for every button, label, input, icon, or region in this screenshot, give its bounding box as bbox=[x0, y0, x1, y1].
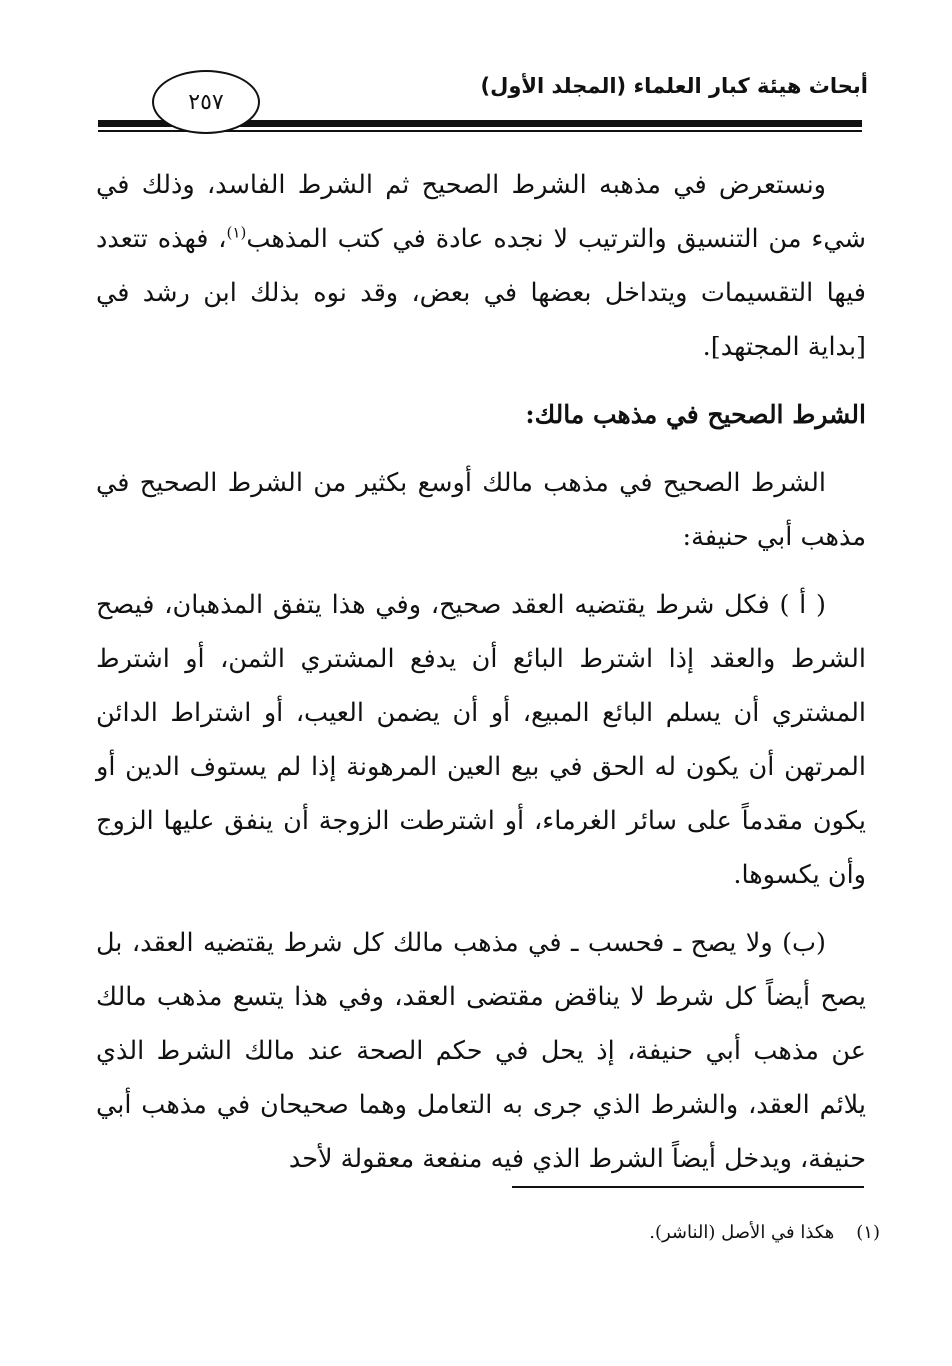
footnote-reference: (١) bbox=[226, 223, 247, 242]
footnote bbox=[649, 1222, 880, 1243]
footnote-separator bbox=[512, 1186, 864, 1188]
paragraph-comparison: الشرط الصحيح في مذهب مالك أوسع بكثير من الشرط الصحيح في مذهب أبي حنيفة: bbox=[96, 468, 866, 552]
paragraph-intro-text: ونستعرض في مذهبه الشرط الصحيح ثم الشرط الفاسد، وذلك في شيء من التنسيق والترتيب لا نجده عادة في كتب المذهب bbox=[96, 170, 867, 254]
paragraph-point-a: ( أ ) فكل شرط يقتضيه العقد صحيح، وفي هذا يتفق المذهبان، فيصح الشرط والعقد إذا اشترط البائع أن يدفع المشتري الثمن، أو اشترط المشتري أن يسلم البائع المبيع، أو أن يضمن العيب، أو اشتراط الدائن المرتهن أن يكون له الحق في بيع العين المرهونة إذا لم يستوف الدين أو يكون مقدماً على سائر الغرماء، أو اشترطت الزوجة أن ينفق عليها الزوج وأن يكسوها. bbox=[96, 590, 866, 890]
section-heading: الشرط الصحيح في مذهب مالك: bbox=[525, 400, 866, 429]
paragraph-point-b: (ب) ولا يصح ـ فحسب ـ في مذهب مالك كل شرط يقتضيه العقد، بل يصح أيضاً كل شرط لا يناقض مقتضى العقد، وفي هذا يتسع مذهب مالك عن مذهب أبي حنيفة، إذ يحل في حكم الصحة عند مالك الشرط الذي يلائم العقد، والشرط الذي جرى به التعامل وهما صحيحان في مذهب أبي حنيفة، ويدخل أيضاً الشرط الذي فيه منفعة معقولة لأحد bbox=[96, 928, 866, 1174]
page-number: ٢٥٧ bbox=[152, 70, 260, 134]
paragraph-intro-rest: ، فهذه تتعدد فيها التقسيمات ويتداخل بعضها في بعض، وقد نوه بذلك ابن رشد في [بداية المجتهد]. bbox=[96, 224, 866, 362]
footnote-text: هكذا في الأصل (الناشر). bbox=[649, 1222, 835, 1243]
paragraph-intro bbox=[96, 158, 866, 374]
footnote-number: (١) bbox=[856, 1222, 880, 1243]
running-header-title: أبحاث هيئة كبار العلماء (المجلد الأول) bbox=[480, 74, 868, 98]
main-text bbox=[96, 158, 866, 1186]
